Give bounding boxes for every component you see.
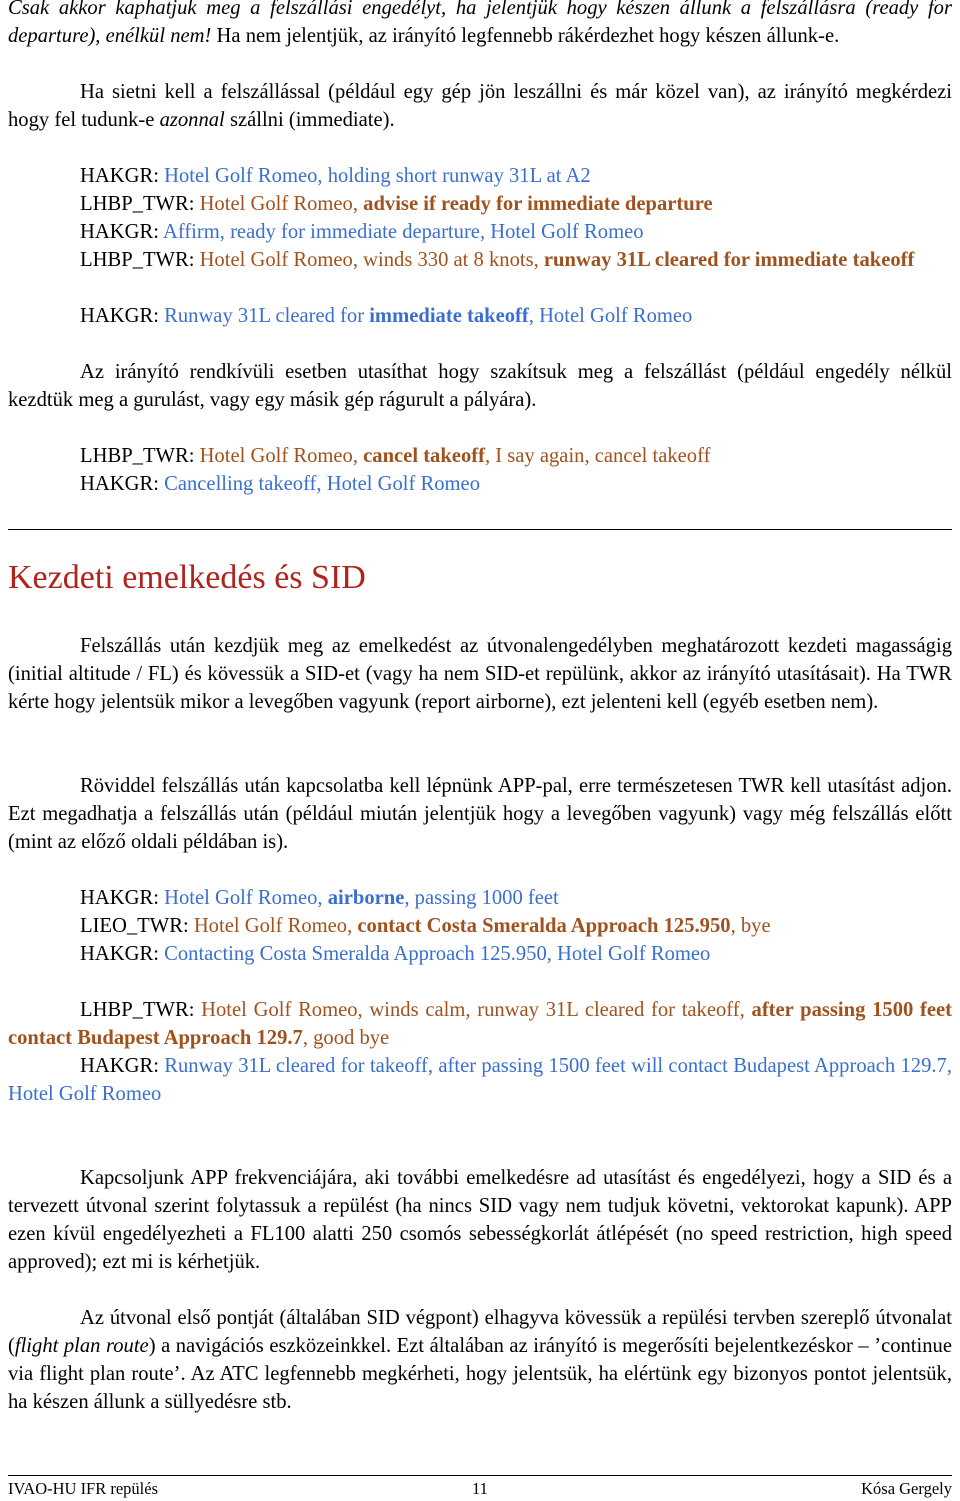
speaker-label: HAKGR: <box>80 221 163 243</box>
pilot-text: , passing 1000 feet <box>404 887 559 909</box>
dialogue-line <box>8 470 952 498</box>
app-contact-paragraph: Röviddel felszállás után kapcsolatba kell lépnünk APP-pal, erre természetesen TWR kell utasítást adjon. Ezt megadhatja a felszállás után (például miután jelentjük hogy a levegőben vagyunk) vagy még felszállás előtt (mint az előző oldali példában is). <box>8 775 952 853</box>
app-frequency-paragraph: Kapcsoljunk APP frekvenciájára, aki további emelkedésre ad utasítást és engedélyezi, hogy a SID és a tervezett útvonal szerint folytassuk a repülést (ha nincs SID vagy nem tudjuk követni, vektorokat kapunk). APP ezen kívül engedélyezheti a FL100 alatti 250 csomós sebességkorlát átlépését (no speed restriction, high speed approved); ezt mi is kérhetjük. <box>8 1167 952 1273</box>
footer-divider <box>8 1475 952 1476</box>
intro-paragraph <box>8 0 952 50</box>
speaker-label: HAKGR: <box>80 165 165 187</box>
pilot-text: Affirm, ready for immediate departure, Hotel Golf Romeo <box>162 221 644 243</box>
atc-bold-text: contact Costa Smeralda Approach 125.950 <box>357 915 731 937</box>
atc-bold-text: cancel takeoff <box>363 445 485 467</box>
dialogue-line <box>8 884 952 912</box>
page-number: 11 <box>472 1479 488 1498</box>
atc-bold-text: runway 31L cleared for immediate takeoff <box>543 249 915 271</box>
pilot-text: Runway 31L cleared for <box>164 305 370 327</box>
dialogue-line <box>8 912 952 940</box>
atc-text: , I say again, cancel takeoff <box>484 445 711 467</box>
climb-paragraph: Felszállás után kezdjük meg az emelkedést az útvonalengedélyben meghatározott kezdeti magasságig (initial altitude / FL) és kövessük a SID-et (vagy ha nem SID-et repülünk, akkor az irányító utasításait). Ha TWR kérte hogy jelentsük mikor a levegőben vagyunk (report airborne), ezt jelenteni kell (egyéb esetben nem). <box>8 635 952 713</box>
section-heading: Kezdeti emelkedés és SID <box>8 559 366 596</box>
p7-text-b: ) a navigációs eszközeinkkel. Ezt általában az irányító is megerősíti bejelentkezéskor – ’continue via flight plan route’. Az ATC legfennebb megkérheti, hogy jelentsük, ha elértünk egy bizonyos pontot jelentsük, ha készen állunk a süllyedésre stb. <box>8 1335 952 1413</box>
pilot-text: Runway 31L cleared for takeoff, after passing 1500 feet will contact Budapest Approach 129.7, Hotel Golf Romeo <box>8 1055 952 1105</box>
p2-emphasis: azonnal <box>159 109 225 131</box>
atc-text: Hotel Golf Romeo, <box>199 445 364 467</box>
dialogue-immediate <box>8 162 952 246</box>
speaker-label: LHBP_TWR: <box>80 445 200 467</box>
section-divider <box>8 529 952 530</box>
speaker-label: HAKGR: <box>80 1055 165 1077</box>
route-paragraph <box>8 1304 952 1416</box>
dialogue-line <box>8 940 952 968</box>
atc-text: , bye <box>730 915 771 937</box>
pilot-text: Contacting Costa Smeralda Approach 125.950, Hotel Golf Romeo <box>164 943 711 965</box>
dialogue-line <box>8 218 952 246</box>
speaker-label: LHBP_TWR: <box>80 249 200 271</box>
atc-text: Hotel Golf Romeo, winds calm, runway 31L cleared for takeoff, <box>201 999 752 1021</box>
dialogue-airborne <box>8 884 952 968</box>
footer-title: IVAO-HU IFR repülés <box>8 1479 159 1498</box>
atc-bold-text: after passing 1500 feet contact Budapest Approach 129.7 <box>8 999 953 1049</box>
speaker-label: HAKGR: <box>80 887 165 909</box>
dialogue-line <box>8 190 952 218</box>
pilot-text: Hotel Golf Romeo, holding short runway 31L at A2 <box>164 165 591 187</box>
intro-italic: Csak akkor kaphatjuk meg a felszállási engedélyt, ha jelentjük hogy készen állunk a felszállásra (ready for departure), enélkül nem! <box>8 0 952 47</box>
dialogue-line <box>8 442 952 470</box>
atc-text: Hotel Golf Romeo, <box>193 915 358 937</box>
dialogue-cancel <box>8 442 952 498</box>
pilot-text: Hotel Golf Romeo, <box>164 887 328 909</box>
atc-text: Hotel Golf Romeo, <box>199 193 364 215</box>
speaker-label: LHBP_TWR: <box>80 193 200 215</box>
pilot-text: Cancelling takeoff, Hotel Golf Romeo <box>164 473 480 495</box>
pilot-bold-text: airborne <box>327 887 405 909</box>
p7-text-a: Az útvonal első pontját (általában SID végpont) elhagyva kövessük a repülési tervben szereplő útvonalat ( <box>8 1307 952 1357</box>
p7-emphasis: flight plan route <box>14 1335 149 1357</box>
speaker-label: HAKGR: <box>80 473 165 495</box>
footer-author: Kósa Gergely <box>861 1479 952 1498</box>
pilot-bold-text: immediate takeoff <box>369 305 529 327</box>
speaker-label: LHBP_TWR: <box>80 999 202 1021</box>
dialogue-line <box>8 162 952 190</box>
dialogue-line-wrapped <box>8 1052 952 1108</box>
intro-rest: Ha nem jelentjük, az irányító legfennebb rákérdezhet hogy készen állunk-e. <box>211 25 840 47</box>
dialogue-line <box>8 302 952 330</box>
cancel-intro-paragraph: Az irányító rendkívüli esetben utasíthat hogy szakítsuk meg a felszállást (például engedély nélkül kezdtük meg a gurulást, vagy egy másik gép rágurult a pályára). <box>8 361 952 411</box>
dialogue-line-wrapped <box>8 246 952 274</box>
speaker-label: HAKGR: <box>80 943 165 965</box>
p2-text-b: szállni (immediate). <box>224 109 395 131</box>
immediate-paragraph <box>8 78 952 134</box>
pilot-text: , Hotel Golf Romeo <box>528 305 693 327</box>
speaker-label: LIEO_TWR: <box>80 915 194 937</box>
dialogue-line-wrapped <box>8 996 952 1052</box>
p2-text-a: Ha sietni kell a felszállással (például egy gép jön leszállni és már közel van), az irányító megkérdezi hogy fel tudunk-e <box>8 81 952 131</box>
speaker-label: HAKGR: <box>80 305 165 327</box>
atc-bold-text: advise if ready for immediate departure <box>363 193 713 215</box>
atc-text: Hotel Golf Romeo, winds 330 at 8 knots, <box>199 249 544 271</box>
atc-text: , good bye <box>302 1027 390 1049</box>
